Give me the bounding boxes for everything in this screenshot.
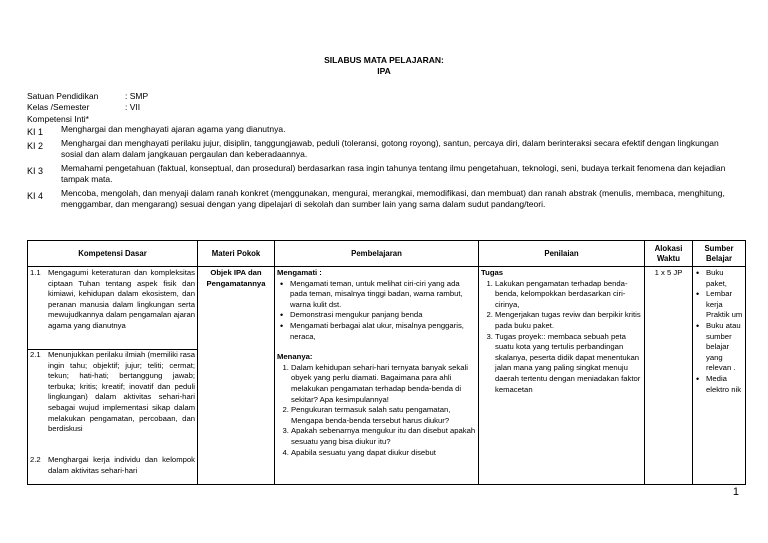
list-item: 2. Pengukuran termasuk salah satu pengamatan, Mengapa benda-benda tersebut harus diukur? [291, 405, 476, 426]
list-item: 1. Lakukan pengamatan terhadap benda-benda, kelompokkan berdasarkan ciri-cirinya, [495, 279, 642, 311]
list-item: • Media elektro nik [706, 374, 743, 395]
ki-2-text: Menghargai dan menghayati perilaku jujur, disiplin, tanggungjawab, peduli (toleransi, gotong royong), santun, percaya diri, dalam berinteraksi secara efektif dengan lingkungan sosial dan alam dalam jangkauan pergaulan dan keberadaannya. [61, 138, 719, 159]
kd-text: Menghargai kerja individu dan kelompok dalam aktivitas sehari-hari [48, 455, 195, 475]
page-title: SILABUS MATA PELAJARAN: [324, 55, 444, 65]
mengamati-list [277, 279, 476, 343]
list-item: 3. Apakah sebenarnya mengukur itu dan disebut apakah sesuatu yang bisa diukur itu? [291, 426, 476, 447]
tugas-title: Tugas [481, 268, 504, 277]
subject-title: IPA [377, 66, 391, 76]
sumber-belajar-cell [693, 267, 746, 485]
kd-number: 2.2 [30, 455, 41, 464]
table-header-row [28, 241, 746, 267]
list-item: • Mengamati berbagai alat ukur, misalnya penggaris, neraca, [290, 321, 476, 342]
kd-text: Menunjukkan perilaku ilmiah (memiliki rasa ingin tahu; objektif; jujur; teliti; cermat; tekun; hati-hati; bertanggung jawab; terbuka; kritis; kreatif; inovatif dan peduli lingkungan) dalam aktivitas sehari-hari sebagai wujud implementasi sikap dalam melakukan pengamatan, percobaan, dan berdiskusi [48, 350, 195, 434]
menanya-title: Menanya: [277, 352, 313, 362]
kd-number: 2.1 [30, 350, 41, 359]
ki-3-code: KI 3 [27, 166, 44, 176]
mengamati-title: Mengamati : [277, 268, 322, 277]
list-item: • Buku atau sumber belajar yang relevan . [706, 321, 743, 374]
satuan-label: Satuan Pendidikan [27, 91, 99, 101]
header-sumber-belajar: Sumber Belajar [693, 241, 746, 267]
alokasi-waktu-cell: 1 x 5 JP [645, 267, 693, 485]
list-item: • Lembar kerja Praktik um [706, 289, 743, 321]
materi-pokok-cell: Objek IPA dan Pengamatannya [198, 267, 275, 485]
kd-item-2-2 [30, 455, 195, 476]
header-alokasi-waktu: Alokasi Waktu [645, 241, 693, 267]
penilaian-cell [479, 267, 645, 485]
syllabus-table [27, 240, 746, 485]
kelas-value: : VII [125, 102, 141, 112]
tugas-list [481, 279, 642, 396]
table-row [28, 267, 746, 485]
kd-cell [28, 267, 198, 485]
list-item: • Mengamati teman, untuk melihat ciri-ciri yang ada pada teman, misalnya tinggi badan, warna rambut, warna kulit dst. [290, 279, 476, 311]
menanya-list [277, 363, 476, 458]
header-penilaian: Penilaian [479, 241, 645, 267]
header-kompetensi-dasar: Kompetensi Dasar [28, 241, 198, 267]
list-item: • Buku paket, [706, 268, 743, 289]
satuan-value: : SMP [125, 91, 149, 101]
kd-text: Mengagumi keteraturan dan kompleksitas ciptaan Tuhan tentang aspek fisik dan kimiawi, kehidupan dalam ekosistem, dan peranan manusia dalam lingkungan serta mewujudkannya dalam pengamalan ajaran agama yang dianutnya [48, 268, 195, 330]
ki-4-text: Mencoba, mengolah, dan menyaji dalam ranah konkret (menggunakan, mengurai, merangkai, memodifikasi, dan membuat) dan ranah abstrak (menulis, membaca, menghitung, menggambar, dan mengarang) sesuai dengan yang dipelajari di sekolah dan sumber lain yang sama dalam sudut pandang/teori. [61, 188, 725, 209]
ki-1-text: Menghargai dan menghayati ajaran agama yang dianutnya. [61, 124, 286, 134]
kd-number: 1.1 [30, 268, 41, 277]
kelas-label: Kelas /Semester [27, 102, 90, 112]
ki-2-code: KI 2 [27, 141, 44, 151]
list-item: 3. Tugas proyek:: membaca sebuah peta suatu kota yang tertulis perbandingan skalanya, peserta didik dapat menentukan jalan mana yang paling singkat menuju daerah tertentu dengan meniadakan faktor kemacetan [495, 332, 642, 396]
list-item: • Demonstrasi mengukur panjang benda [290, 310, 476, 321]
header-materi-pokok: Materi Pokok [198, 241, 275, 267]
sumber-list [695, 268, 743, 395]
list-item: 4. Apabila sesuatu yang dapat diukur disebut [291, 448, 476, 459]
kd-item-1-1 [30, 268, 195, 349]
pembelajaran-cell [275, 267, 479, 485]
page-number: 1 [732, 486, 739, 498]
header-pembelajaran: Pembelajaran [275, 241, 479, 267]
ki-1-code: KI 1 [27, 127, 44, 137]
list-item: 2. Mengerjakan tugas reviw dan berpikir kritis pada buku paket. [495, 310, 642, 331]
kompetensi-inti-label: Kompetensi Inti* [27, 114, 89, 124]
kd-item-2-1 [30, 350, 195, 455]
ki-4-code: KI 4 [27, 191, 44, 201]
list-item: 1. Dalam kehidupan sehari-hari ternyata banyak sekali obyek yang perlu diamati. Bagaimana para ahli melakukan pengamatan terhadap benda-benda di sekitar? Apa kesimpulannya! [291, 363, 476, 405]
ki-3-text: Memahami pengetahuan (faktual, konseptual, dan prosedural) berdasarkan rasa ingin tahunya tentang ilmu pengetahuan, teknologi, seni, budaya terkait fenomena dan kejadian tampak mata. [61, 163, 726, 184]
